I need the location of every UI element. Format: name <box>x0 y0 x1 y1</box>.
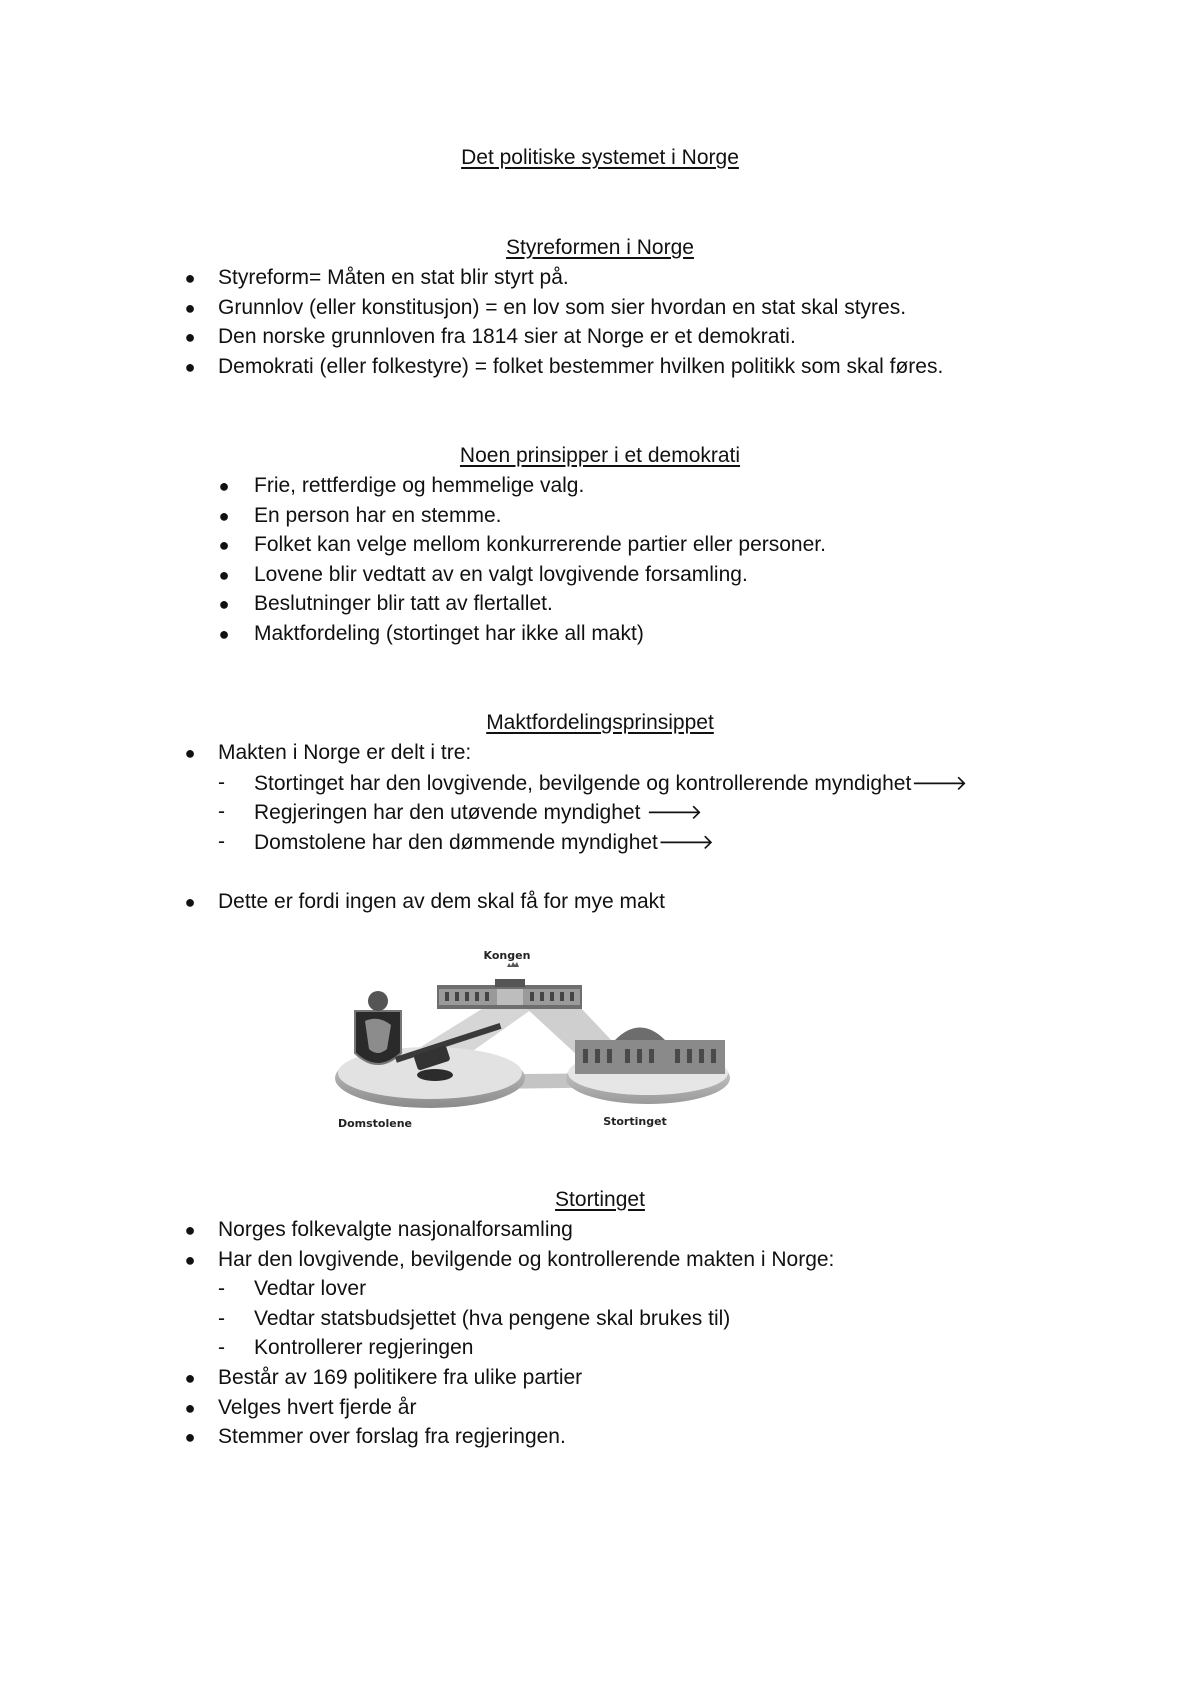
bullet-icon: ● <box>184 268 196 288</box>
dash-marker: - <box>218 800 225 823</box>
list-item: Styreform= Måten en stat blir styrt på. <box>218 266 569 289</box>
power-division-diagram <box>335 945 735 1135</box>
list-item: Velges hvert fjerde år <box>218 1396 417 1419</box>
bullet-icon: ● <box>184 327 196 347</box>
bullet-icon: ● <box>218 594 230 614</box>
dash-marker: - <box>218 771 225 794</box>
bullet-icon: ● <box>218 535 230 555</box>
bullet-icon: ● <box>184 1427 196 1447</box>
bullet-icon: ● <box>184 743 196 763</box>
bullet-icon: ● <box>218 565 230 585</box>
bullet-icon: ● <box>184 357 196 377</box>
list-item: Den norske grunnloven fra 1814 sier at Norge er et demokrati. <box>218 325 796 348</box>
dash-marker: - <box>218 1307 225 1330</box>
section-heading-prinsipper: Noen prinsipper i et demokrati <box>459 444 741 467</box>
bullet-icon: ● <box>184 1398 196 1418</box>
section-heading-stortinget: Stortinget <box>555 1188 645 1211</box>
shield-crown-icon <box>368 991 388 1011</box>
palace-roof <box>495 979 525 987</box>
dash-marker: - <box>218 1277 225 1300</box>
bullet-icon: ● <box>184 892 196 912</box>
bullet-icon: ● <box>184 1250 196 1270</box>
dash-marker: - <box>218 1336 225 1359</box>
label-kongen: Kongen <box>483 949 531 962</box>
gavel-block <box>417 1069 453 1081</box>
list-item: Folket kan velge mellom konkurrerende partier eller personer. <box>254 533 826 556</box>
list-item: Frie, rettferdige og hemmelige valg. <box>254 474 585 497</box>
crown-icon <box>507 962 519 967</box>
list-item: Grunnlov (eller konstitusjon) = en lov som sier hvordan en stat skal styres. <box>218 296 907 319</box>
bullet-icon: ● <box>218 624 230 644</box>
list-item: Norges folkevalgte nasjonalforsamling <box>218 1218 573 1241</box>
list-item: Stemmer over forslag fra regjeringen. <box>218 1425 566 1448</box>
bullet-icon: ● <box>184 298 196 318</box>
label-domstolene: Domstolene <box>337 1117 413 1130</box>
label-stortinget: Stortinget <box>603 1115 667 1128</box>
power-division-illustration <box>335 945 735 1135</box>
parliament-dome <box>615 1028 665 1041</box>
sub-list-item: Regjeringen har den utøvende myndighet 🡒 <box>254 801 703 824</box>
list-item: Har den lovgivende, bevilgende og kontrollerende makten i Norge: <box>218 1248 835 1271</box>
list-item: Består av 169 politikere fra ulike partier <box>218 1366 583 1389</box>
sub-list-item: Domstolene har den dømmende myndighet🡒 <box>254 831 715 854</box>
list-item: Makten i Norge er delt i tre: <box>218 741 472 764</box>
lion-icon <box>365 1019 391 1053</box>
list-item: Beslutninger blir tatt av flertallet. <box>254 592 553 615</box>
bullet-icon: ● <box>218 506 230 526</box>
dash-marker: - <box>218 830 225 853</box>
sub-list-item: Vedtar lover <box>254 1277 367 1300</box>
sub-list-item: Stortinget har den lovgivende, bevilgende og kontrollerende myndighet🡒 <box>254 772 968 795</box>
bullet-icon: ● <box>184 1220 196 1240</box>
document-title: Det politiske systemet i Norge <box>461 146 739 169</box>
list-item: En person har en stemme. <box>254 504 502 527</box>
list-item: Dette er fordi ingen av dem skal få for mye makt <box>218 890 666 913</box>
section-heading-maktfordeling: Maktfordelingsprinsippet <box>486 711 714 734</box>
section-heading-styreformen: Styreformen i Norge <box>506 236 694 259</box>
bullet-icon: ● <box>184 1368 196 1388</box>
list-item: Maktfordeling (stortinget har ikke all makt) <box>254 622 644 645</box>
list-item: Demokrati (eller folkestyre) = folket bestemmer hvilken politikk som skal føres. <box>218 355 944 378</box>
bullet-icon: ● <box>218 476 230 496</box>
palace-portico <box>497 989 523 1005</box>
sub-list-item: Vedtar statsbudsjettet (hva pengene skal brukes til) <box>254 1307 731 1330</box>
list-item: Lovene blir vedtatt av en valgt lovgivende forsamling. <box>254 563 748 586</box>
sub-list-item: Kontrollerer regjeringen <box>254 1336 474 1359</box>
